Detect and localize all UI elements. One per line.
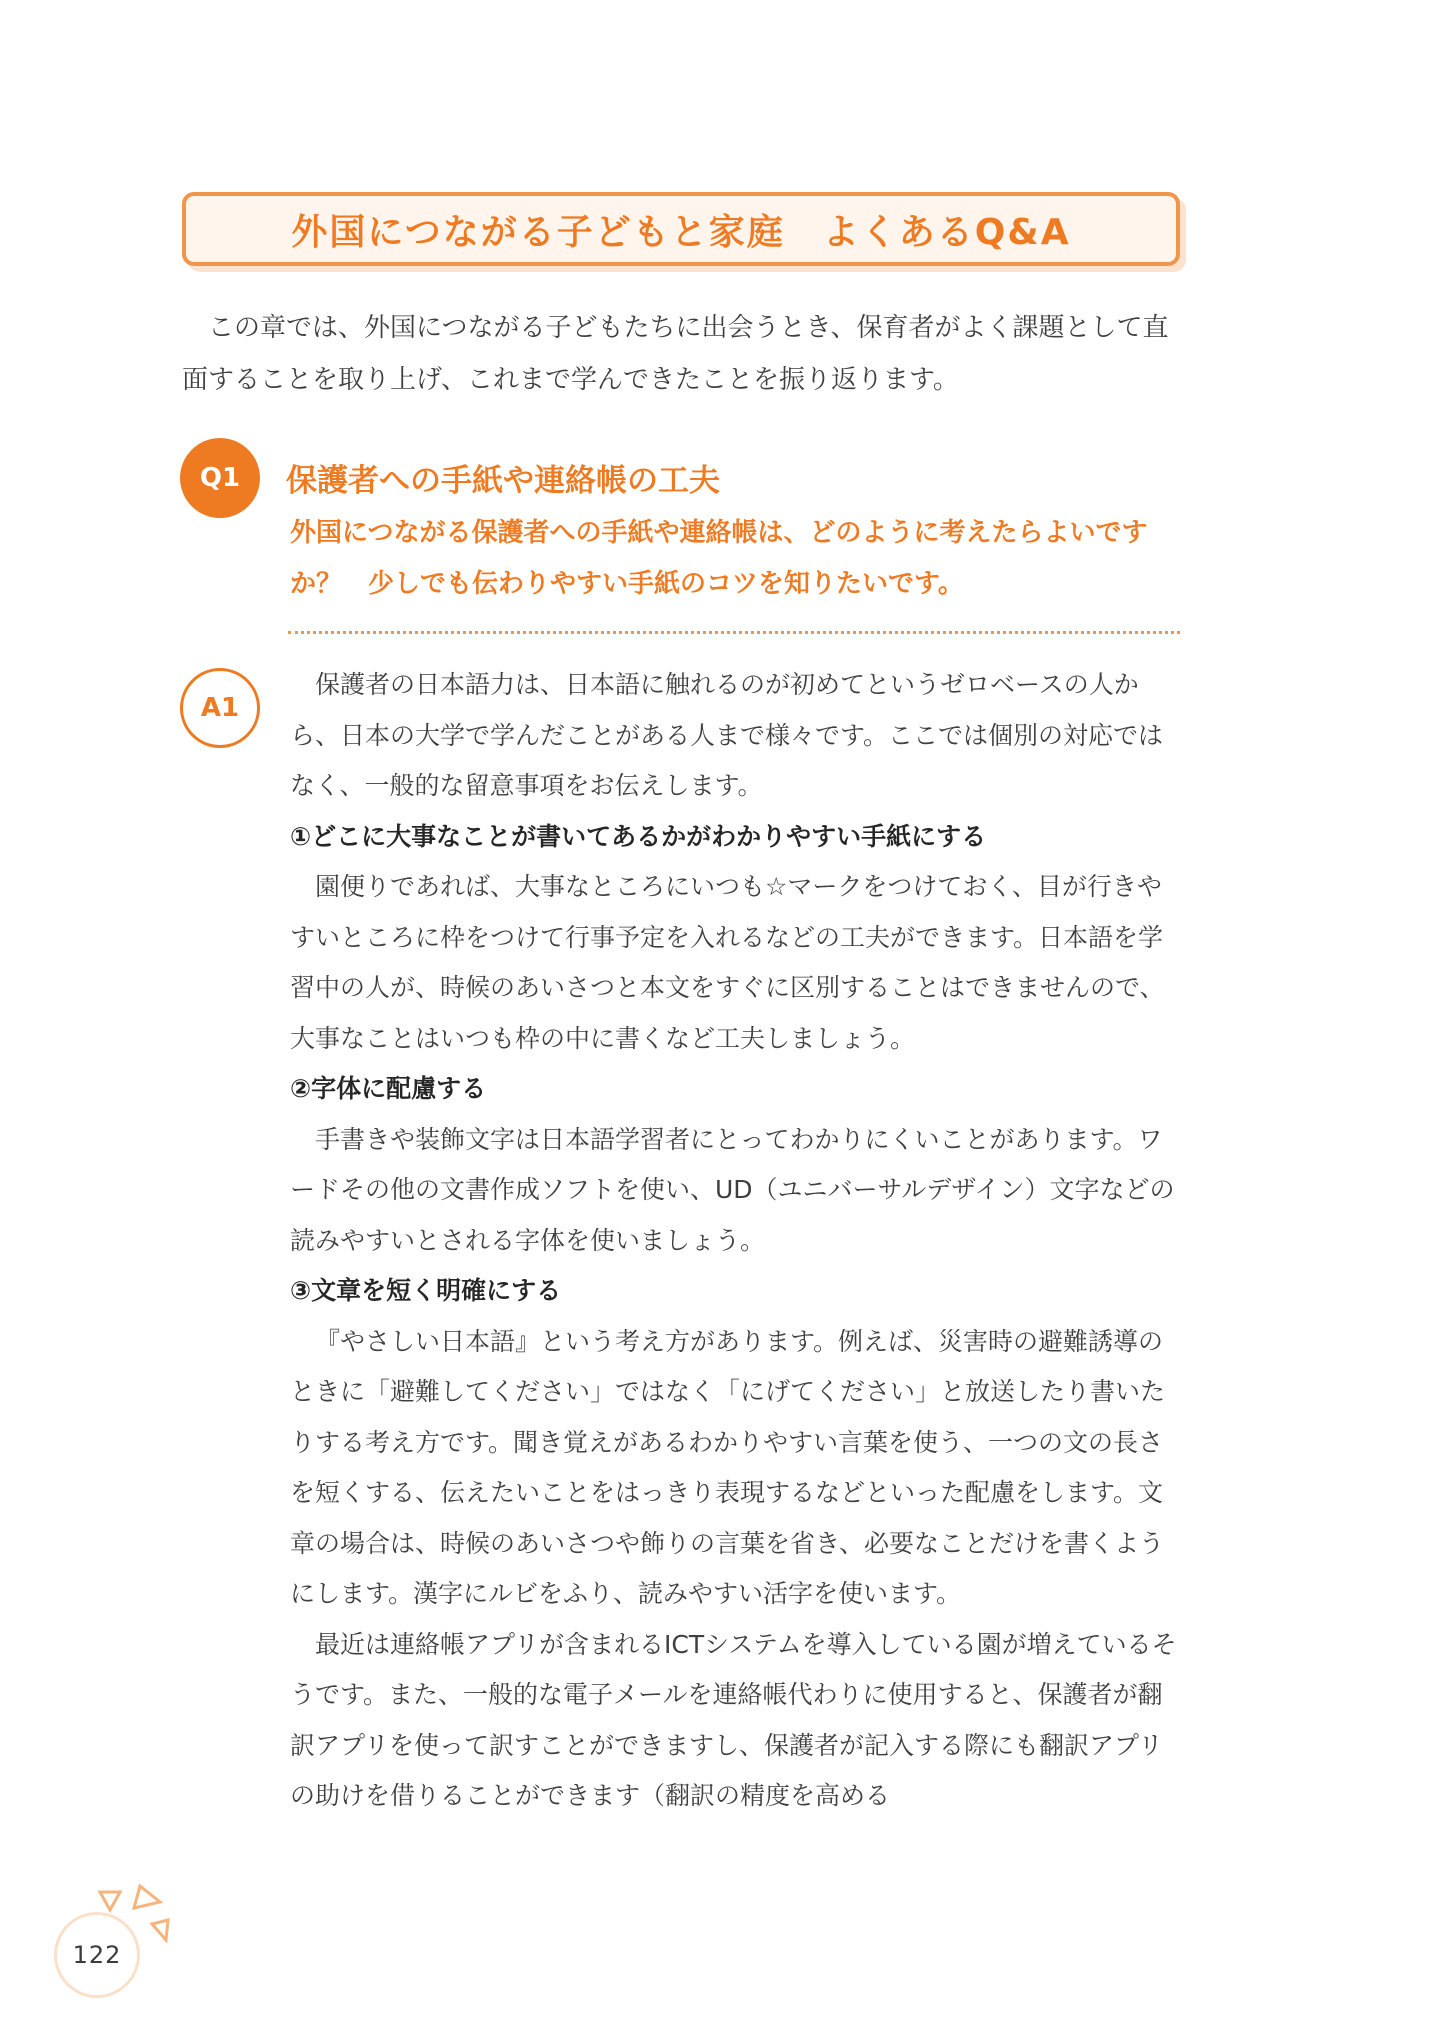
section-title-box xyxy=(182,192,1180,266)
a1-badge xyxy=(180,668,260,748)
answer-paragraph-2: 園便りであれば、大事なところにいつも☆マークをつけておく、目が行きやすいところに枠をつけて行事予定を入れるなどの工夫ができます。日本語を学習中の人が、時候のあいさつと本文をすぐに区別することはできませんので、大事なことはいつも枠の中に書くなど工夫しましょう。 xyxy=(290,872,1165,1053)
dotted-divider xyxy=(288,631,1180,634)
page-number-badge xyxy=(54,1912,140,1998)
q1-badge-label: Q1 xyxy=(199,463,241,493)
answer-paragraph-1: 保護者の日本語力は、日本語に触れるのが初めてというゼロベースの人から、日本の大学で学んだことがある人まで様々です。ここでは個別の対応ではなく、一般的な留意事項をお伝えします。 xyxy=(290,670,1164,800)
answer-heading-2: ②字体に配慮する xyxy=(290,1074,487,1103)
intro-paragraph xyxy=(182,302,1180,406)
a1-badge-label: A1 xyxy=(200,693,240,723)
answer-paragraph-5: 最近は連絡帳アプリが含まれるICTシステムを導入している園が増えているそうです。また、一般的な電子メールを連絡帳代わりに使用すると、保護者が翻訳アプリを使って訳すことができますし、保護者が記入する際にも翻訳アプリの助けを借りることができます（翻訳の精度を高める xyxy=(290,1629,1177,1810)
q1-question: 外国につながる保護者への手紙や連絡帳は、どのように考えたらよいですか？ 少しでも伝わりやすい手紙のコツを知りたいです。 xyxy=(290,518,1148,599)
answer-heading-1: ①どこに大事なことが書いてあるかがわかりやすい手紙にする xyxy=(290,821,987,851)
answer-paragraph-3: 手書きや装飾文字は日本語学習者にとってわかりにくいことがあります。ワードその他の文書作成ソフトを使い、UD（ユニバーサルデザイン）文字などの読みやすいとされる字体を使いましょう。 xyxy=(290,1124,1175,1255)
q1-title: 保護者への手紙や連絡帳の工夫 xyxy=(286,463,720,499)
answer-paragraph-4: 『やさしい日本語』という考え方があります。例えば、災害時の避難誘導のときに「避難してください」ではなく「にげてください」と放送したり書いたりする考え方です。聞き覚えがあるわかりやすい言葉を使う、一つの文の長さを短くする、伝えたいことをはっきり表現するなどといった配慮をします。文章の場合は、時候のあいさつや飾りの言葉を省き、必要なことだけを書くようにします。漢字にルビをふり、読みやすい活字を使います。 xyxy=(290,1326,1166,1608)
answer-heading-3: ③文章を短く明確にする xyxy=(290,1276,562,1305)
page-number: 122 xyxy=(72,1941,122,1969)
intro-text: この章では、外国につながる子どもたちに出会うとき、保育者がよく課題として直面することを取り上げ、これまで学んできたことを振り返ります。 xyxy=(182,313,1169,395)
q1-badge xyxy=(180,438,260,518)
a1-answer xyxy=(290,660,1180,1822)
section-title: 外国につながる子どもと家庭 よくあるQ&A xyxy=(291,211,1071,253)
